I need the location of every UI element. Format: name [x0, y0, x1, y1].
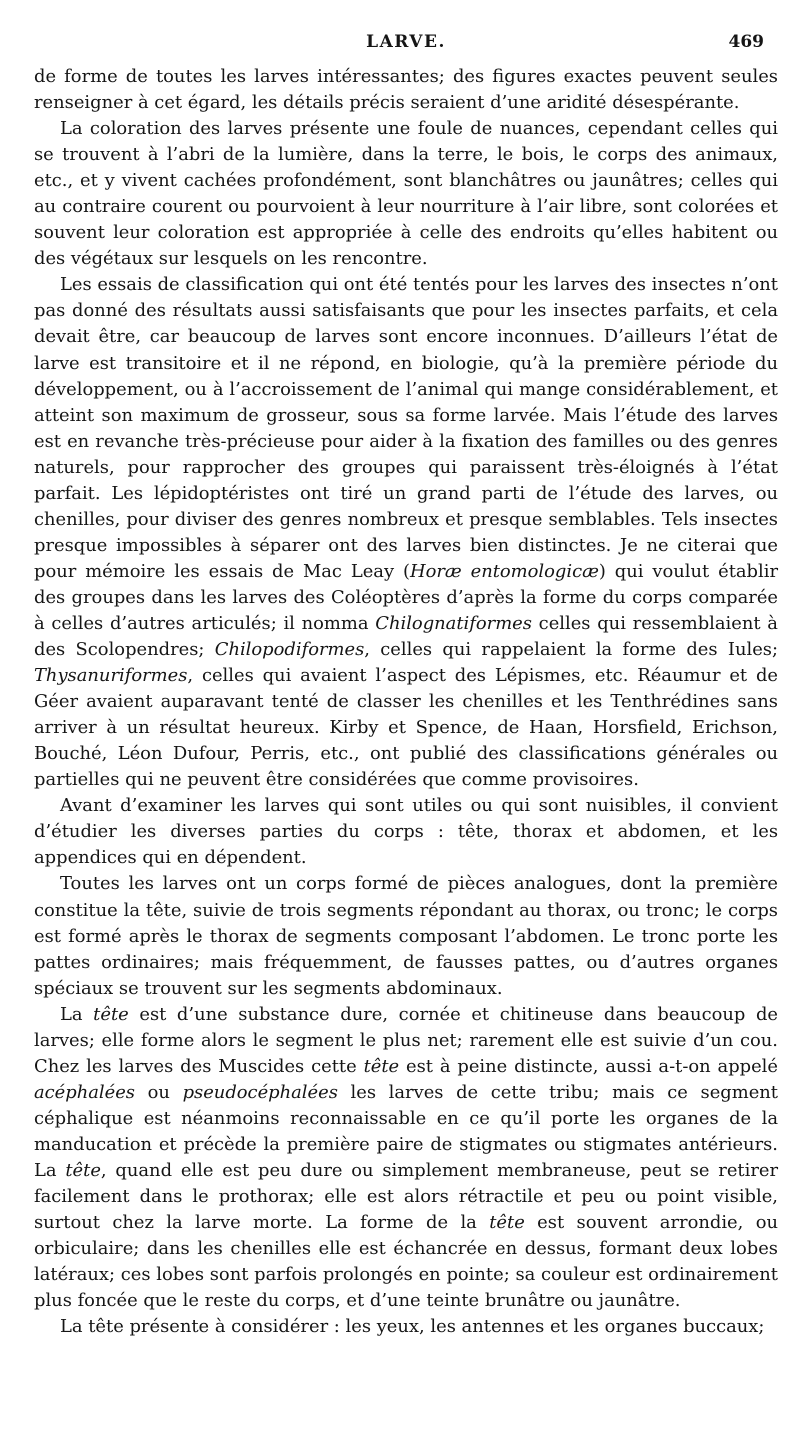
paragraph-head-features: La tête présente à considérer : les yeux, les antennes et les organes buccaux; — [60, 1316, 765, 1338]
italic-term: Horæ entomologicæ — [409, 560, 599, 582]
italic-term: tête — [363, 1055, 400, 1077]
running-header — [34, 28, 778, 54]
paragraph-body-parts: Avant d’examiner les larves qui sont utiles ou qui sont nuisibles, il convient d’étudier les diverses parties du corps : tête, thorax et abdomen, et les appendices qui en dépendent. — [34, 795, 778, 869]
paragraph-coloration: La coloration des larves présente une foule de nuances, cependant celles qui se trouvent à l’abri de la lumière, dans la terre, le bois, le corps des animaux, etc., et y vivent cachées profondément, sont blanchâtres ou jaunâtres; celles qui au contraire courent ou pourvoient à leur nourriture à l’air libre, sont colorées et souvent leur coloration est appropriée à celle des endroits qu’elles habitent ou des végétaux sur lesquels on les rencontre. — [34, 118, 778, 270]
paragraph-segments: Toutes les larves ont un corps formé de pièces analogues, dont la première constitue la tête, suivie de trois segments répondant au thorax, ou tronc; le corps est formé après le thorax de segments composant l’abdomen. Le tronc porte les pattes ordinaires; mais fréquemment, de fausses pattes, ou d’autres organes spéciaux se trouvent sur les segments abdominaux. — [34, 873, 778, 999]
italic-term: tête — [65, 1159, 101, 1181]
italic-term: Chilopodiformes — [214, 639, 365, 661]
paragraph-classification: Les essais de classification qui ont été tentés pour les larves des insectes n’ont pas donné des résultats aussi satisfaisants que pour les insectes parfaits, et cela devait être, car beaucoup de larves sont encore inconnues. D’ailleurs l’état de larve est transitoire et il ne répond, en biologie, qu’à la première période du développement, ou à l’accroissement de l’animal qui mange considérablement, et atteint son maximum de grosseur, sous sa forme larvée. Mais l’étude des larves est en revanche très-précieuse pour aider à la fixation des familles ou des genres naturels, pour rapprocher des groupes qui paraissent très-éloignés à l’état parfait. Les lépidoptéristes ont tiré un grand parti de l’étude des larves, ou chenilles, pour diviser des genres nombreux et presque semblables. Tels insectes presque impossibles à séparer ont des larves bien distinctes. Je ne citerai que pour mémoire les essais de Mac Leay (Horæ entomologicæ) qui voulut établir des groupes dans les larves des Coléoptères d’après la forme du corps comparée à celles d’autres articulés; il nomma Chilognatiformes celles qui ressemblaient à des Scolopendres; Chilopodiformes, celles qui rappelaient la forme des Iules; Thysanuriformes, celles qui avaient l’aspect des Lépismes, etc. Réaumur et de Géer avaient auparavant tenté de classer les chenilles et les Tenthrédines sans arriver à un résultat heureux. Kirby et Spence, de Haan, Horsfield, Erichson, Bouché, Léon Dufour, Perris, etc., ont publié des classifications générales ou partielles qui ne peuvent être considérées que comme provisoires. — [34, 274, 778, 791]
italic-term: tête — [489, 1212, 525, 1234]
running-title: LARVE. — [366, 32, 446, 52]
italic-term: pseudocéphalées — [182, 1081, 338, 1103]
italic-term: tête — [93, 1003, 129, 1025]
page-number: 469 — [728, 32, 764, 52]
body-text — [34, 64, 778, 1340]
italic-term: acéphalées — [34, 1081, 135, 1103]
italic-term: Chilognatiformes — [375, 612, 532, 634]
paragraph-head: La tête est d’une substance dure, cornée et chitineuse dans beaucoup de larves; elle forme alors le segment le plus net; rarement elle est suivie d’un cou. Chez les larves des Muscides cette tête est à peine distincte, aussi a-t-on appelé acéphalées ou pseudocéphalées les larves de cette tribu; mais ce segment céphalique est néanmoins reconnaissable en ce qu’il porte les organes de la manducation et précède la première paire de stigmates ou stigmates antérieurs. La tête, quand elle est peu dure ou simplement membraneuse, peut se retirer facilement dans le prothorax; elle est alors rétractile et peu ou point visible, surtout chez la larve morte. La forme de la tête est souvent arrondie, ou orbiculaire; dans les chenilles elle est échancrée en dessus, formant deux lobes latéraux; ces lobes sont parfois prolongés en pointe; sa couleur est ordinairement plus foncée que le reste du corps, et d’une teinte brunâtre ou jaunâtre. — [34, 1003, 779, 1312]
paragraph-continuation: de forme de toutes les larves intéressantes; des figures exactes peuvent seules renseigner à cet égard, les détails précis seraient d’une aridité désespérante. — [34, 66, 778, 114]
italic-term: Thysanuriformes — [34, 665, 188, 687]
